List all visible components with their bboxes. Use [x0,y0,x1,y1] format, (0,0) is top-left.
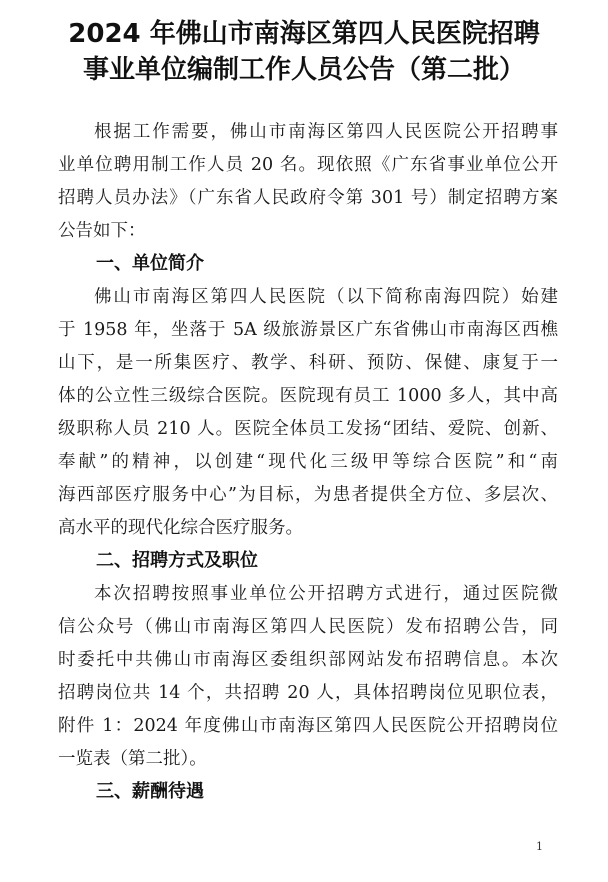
intro-paragraph-line: 根据工作需要，佛山市南海区第四人民医院公开招聘事 [94,122,558,142]
page-number: 1 [536,840,543,853]
section1-paragraph-line: 于 1958 年，坐落于 5A 级旅游景区广东省佛山市南海区西樵 [58,320,558,340]
section1-paragraph-line: 山下，是一所集医疗、教学、科研、预防、保健、康复于一 [58,353,558,373]
section1-paragraph-line: 级职称人员 210 人。医院全体员工发扬“团结、爱院、创新、 [58,419,558,439]
section1-paragraph-line: 体的公立性三级综合医院。医院现有员工 1000 多人，其中高 [58,386,558,406]
section1-paragraph-line: 奉献”的精神，以创建“现代化三级甲等综合医院”和“南 [58,452,558,472]
document-title-line-2: 事业单位编制工作人员公告（第二批） [82,55,525,85]
section1-paragraph-line: 佛山市南海区第四人民医院（以下简称南海四院）始建 [94,287,558,307]
section1-paragraph-line: 海西部医疗服务中心”为目标，为患者提供全方位、多层次、 [58,485,558,505]
section2-paragraph-line: 附件 1：2024 年度佛山市南海区第四人民医院公开招聘岗位 [58,716,558,736]
intro-paragraph-line: 业单位聘用制工作人员 20 名。现依照《广东省事业单位公开 [58,155,558,175]
section-heading-unit-profile: 一、单位简介 [96,253,204,274]
intro-paragraph-line: 公告如下： [58,221,146,241]
section2-paragraph-line: 时委托中共佛山市南海区委组织部网站发布招聘信息。本次 [58,650,558,670]
section2-paragraph-line: 本次招聘按照事业单位公开招聘方式进行，通过医院微 [94,584,558,604]
section-heading-compensation: 三、薪酬待遇 [96,781,204,802]
section2-paragraph-line: 信公众号（佛山市南海区第四人民医院）发布招聘公告，同 [58,617,558,637]
section1-paragraph-line: 高水平的现代化综合医疗服务。 [58,518,303,538]
intro-paragraph-line: 招聘人员办法》（广东省人民政府令第 301 号）制定招聘方案 [58,188,558,208]
document-title-line-1: 2024 年佛山市南海区第四人民医院招聘 [68,19,540,49]
section-heading-recruitment-method: 二、招聘方式及职位 [96,550,258,571]
section2-paragraph-line: 一览表（第二批）。 [58,749,207,769]
section2-paragraph-line: 招聘岗位共 14 个，共招聘 20 人，具体招聘岗位见职位表， [58,683,558,703]
